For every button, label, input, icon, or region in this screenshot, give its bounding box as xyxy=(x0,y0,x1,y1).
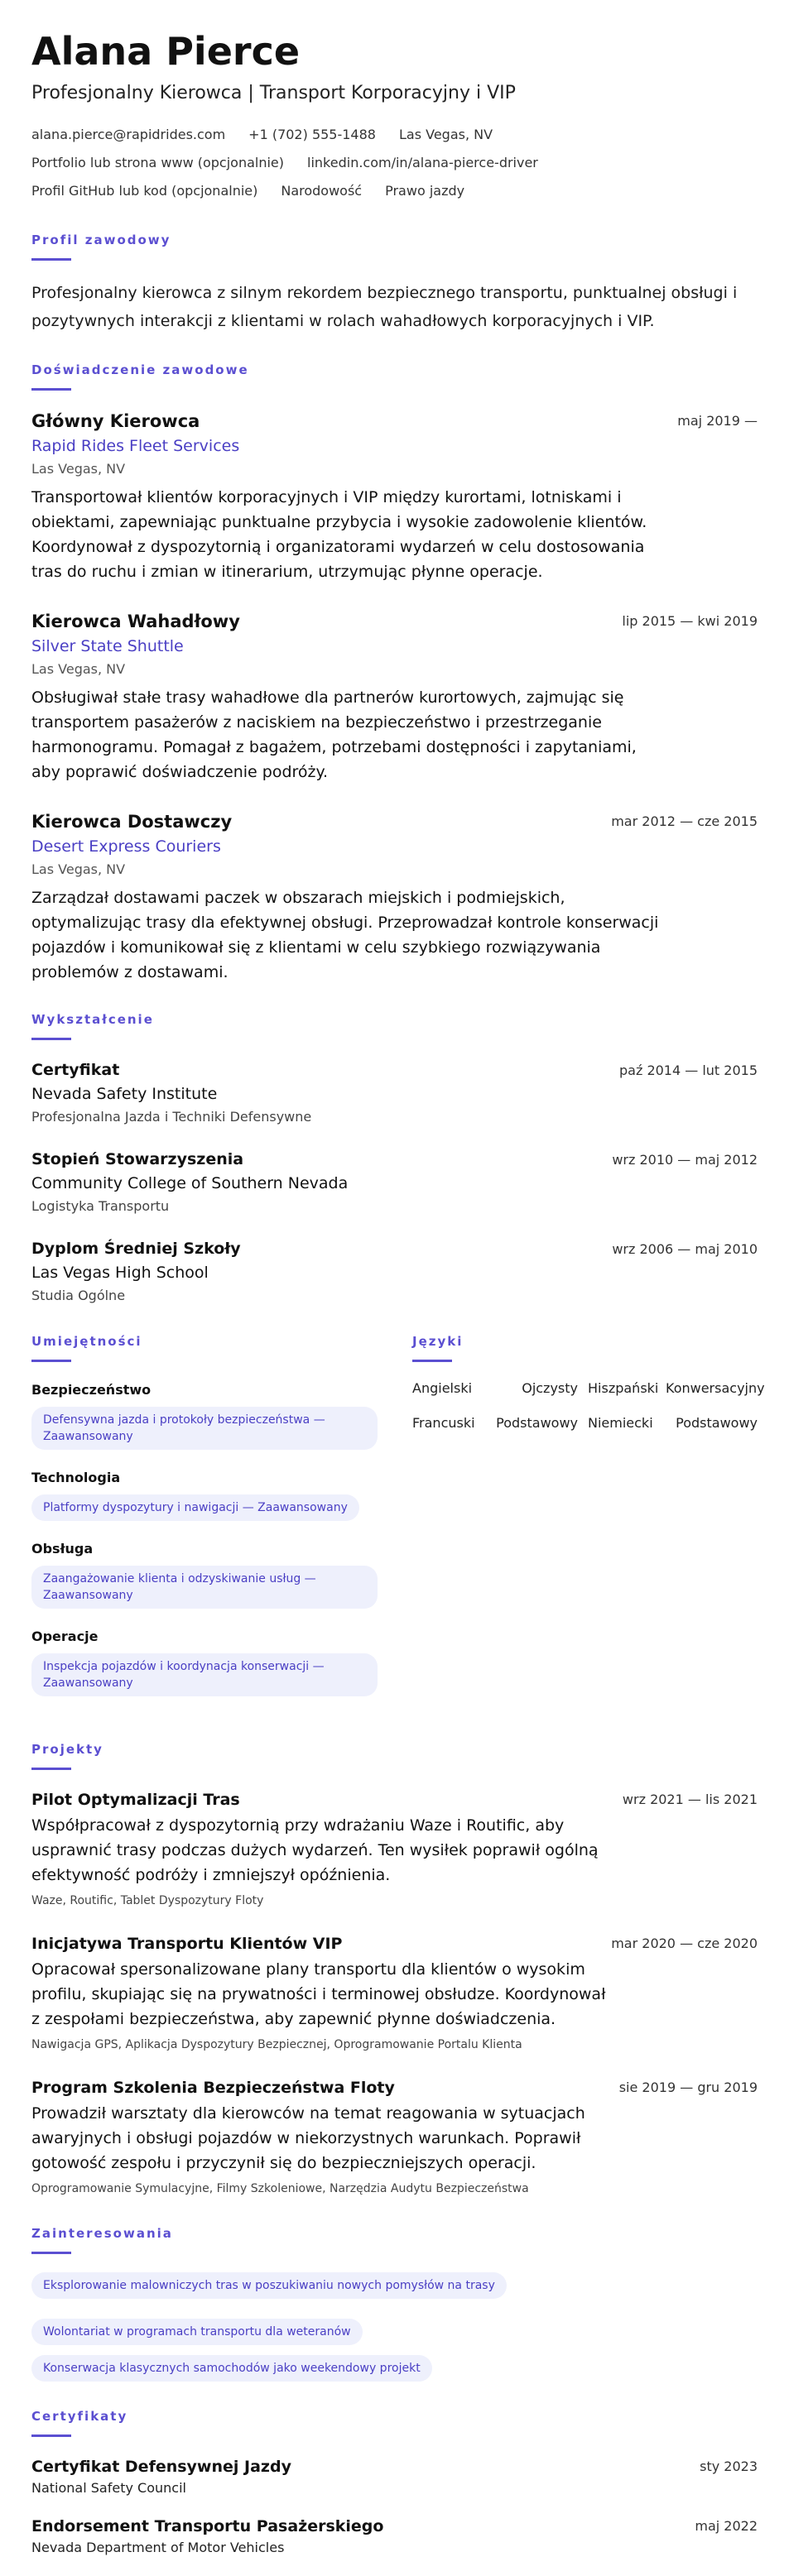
language-level: Podstawowy xyxy=(496,1415,578,1431)
section-title: Projekty xyxy=(31,1742,103,1757)
certificate-entry xyxy=(31,2455,758,2498)
section-divider xyxy=(31,1768,71,1770)
profile-summary: Profesjonalny kierowca z silnym rekordem bezpiecznego transportu, punktualnej obsługi i pozytywnych interakcji z klientami w rolach wahadłowych korporacyjnych i VIP. xyxy=(31,284,738,330)
section-title: Profil zawodowy xyxy=(31,233,171,247)
language-name: Hiszpański xyxy=(588,1380,659,1396)
language-level: Podstawowy xyxy=(676,1415,758,1431)
language-name: Angielski xyxy=(412,1380,473,1396)
skill-group xyxy=(31,1380,378,1450)
project-name: Pilot Optymalizacji Tras xyxy=(31,1791,240,1809)
language-level: Konwersacyjny xyxy=(666,1380,765,1396)
education-section xyxy=(31,1010,758,1307)
skill-tag: Platformy dyspozytury i nawigacji — Zaawansowany xyxy=(31,1494,359,1521)
language-name: Francuski xyxy=(412,1415,475,1431)
candidate-subtitle: Profesjonalny Kierowca | Transport Korporacyjny i VIP xyxy=(31,83,516,103)
interest-tag: Eksplorowanie malowniczych tras w poszukiwaniu nowych pomysłów na trasy xyxy=(31,2272,507,2299)
skill-group-name: Operacje xyxy=(31,1629,99,1644)
certificate-date: sty 2023 xyxy=(700,2458,758,2474)
education-degree: Dyplom Średniej Szkoły xyxy=(31,1240,241,1258)
section-title: Umiejętności xyxy=(31,1334,142,1349)
skill-group xyxy=(31,1468,378,1521)
resume-header xyxy=(31,28,758,205)
job-location: Las Vegas, NV xyxy=(31,861,126,877)
skill-tag: Zaangażowanie klienta i odzyskiwanie usług — Zaawansowany xyxy=(31,1566,378,1609)
skills-languages-row xyxy=(31,1331,765,1715)
contact-phone[interactable]: +1 (702) 555-1488 xyxy=(248,127,376,142)
job-date: mar 2012 — cze 2015 xyxy=(611,813,758,829)
section-title: Doświadczenie zawodowe xyxy=(31,362,249,377)
skill-tag: Inspekcja pojazdów i koordynacja konserwacji — Zaawansowany xyxy=(31,1653,378,1696)
project-description: Opracował spersonalizowane plany transportu dla klientów o wysokim profilu, skupiając się na prywatności i terminowej obsłudze. Koordynował z zespołami bezpieczeństwa, aby zapewnić płynne doświadczenia. xyxy=(31,1960,606,2028)
project-technologies: Nawigacja GPS, Aplikacja Dyspozytury Bezpiecznej, Oprogramowanie Portalu Klienta xyxy=(31,2038,522,2051)
certificates-section xyxy=(31,2406,758,2558)
job-description: Transportował klientów korporacyjnych i VIP między kurortami, lotniskami i obiektami, zapewniając punktualne przybycia i wysokie zadowolenie klientów. Koordynował z dyspozytornią i organizatorami wydarzeń w celu dostosowania tras do ruchu i zmian w itinerarium, utrzymując płynne operacje. xyxy=(31,488,647,581)
project-date: sie 2019 — gru 2019 xyxy=(618,2080,758,2095)
project-technologies: Waze, Routific, Tablet Dyspozytury Floty xyxy=(31,1894,264,1907)
contact-location: Las Vegas, NV xyxy=(398,127,493,142)
education-field: Studia Ogólne xyxy=(31,1288,126,1303)
job-entry xyxy=(31,609,758,784)
education-degree: Stopień Stowarzyszenia xyxy=(31,1150,244,1168)
job-entry xyxy=(31,409,758,584)
job-location: Las Vegas, NV xyxy=(31,461,126,477)
skill-group xyxy=(31,1627,378,1696)
section-divider xyxy=(412,1360,452,1362)
certificate-date: maj 2022 xyxy=(695,2518,758,2534)
education-field: Logistyka Transportu xyxy=(31,1198,170,1214)
section-divider xyxy=(31,388,71,391)
section-divider xyxy=(31,1360,71,1362)
section-divider xyxy=(31,2434,71,2437)
job-company: Desert Express Couriers xyxy=(31,837,221,856)
interest-tag: Wolontariat w programach transportu dla weteranów xyxy=(31,2319,363,2345)
language-level: Ojczysty xyxy=(522,1380,578,1396)
section-divider xyxy=(31,258,71,261)
certificate-issuer: Nevada Department of Motor Vehicles xyxy=(31,2540,285,2555)
job-company: Rapid Rides Fleet Services xyxy=(31,437,240,455)
skill-group xyxy=(31,1539,378,1609)
project-technologies: Oprogramowanie Symulacyjne, Filmy Szkoleniowe, Narzędzia Audytu Bezpieczeństwa xyxy=(31,2182,529,2195)
languages-section xyxy=(412,1331,765,1715)
project-description: Współpracował z dyspozytornią przy wdrażaniu Waze i Routific, aby usprawnić trasy podczas dużych wydarzeń. Ten wysiłek poprawił ogólną efektywność podróży i zmniejszył opóźnienia. xyxy=(31,1816,599,1884)
language-name: Niemiecki xyxy=(588,1415,653,1431)
education-school: Las Vegas High School xyxy=(31,1264,209,1282)
skill-group-name: Obsługa xyxy=(31,1541,94,1557)
education-school: Community College of Southern Nevada xyxy=(31,1174,349,1192)
contact-portfolio[interactable]: Portfolio lub strona www (opcjonalnie) xyxy=(31,155,285,170)
section-divider xyxy=(31,1038,71,1040)
interests-section xyxy=(31,2223,758,2382)
experience-section xyxy=(31,360,758,985)
skill-tag: Defensywna jazda i protokoły bezpieczeństwa — Zaawansowany xyxy=(31,1407,378,1450)
contact-github[interactable]: Profil GitHub lub kod (opcjonalnie) xyxy=(31,183,258,199)
section-divider xyxy=(31,2252,71,2254)
candidate-name: Alana Pierce xyxy=(31,29,301,74)
education-field: Profesjonalna Jazda i Techniki Defensywne xyxy=(31,1109,312,1125)
section-title: Języki xyxy=(412,1334,464,1349)
certificate-entry xyxy=(31,2515,758,2558)
education-entry xyxy=(31,1058,758,1128)
education-entry xyxy=(31,1148,758,1217)
projects-section xyxy=(31,1739,758,2199)
education-degree: Certyfikat xyxy=(31,1061,120,1079)
contact-row xyxy=(31,121,758,149)
project-entry xyxy=(31,2076,758,2199)
contact-nationality: Narodowość xyxy=(281,183,363,199)
job-date: maj 2019 — xyxy=(677,413,758,429)
skills-section xyxy=(31,1331,378,1715)
job-location: Las Vegas, NV xyxy=(31,661,126,677)
skill-group-name: Bezpieczeństwo xyxy=(31,1382,152,1398)
project-description: Prowadził warsztaty dla kierowców na temat reagowania w sytuacjach awaryjnych i obsługi pojazdów w niekorzystnych warunkach. Poprawił gotowość zespołu i przyczynił się do bezpieczniejszych operacji. xyxy=(31,2104,585,2172)
project-entry xyxy=(31,1788,758,1911)
section-title: Wykształcenie xyxy=(31,1012,154,1027)
job-entry xyxy=(31,809,758,985)
section-title: Certyfikaty xyxy=(31,2409,128,2424)
section-title: Zainteresowania xyxy=(31,2226,173,2241)
contact-linkedin[interactable]: linkedin.com/in/alana-pierce-driver xyxy=(307,155,538,170)
profile-section xyxy=(31,230,758,335)
project-date: wrz 2021 — lis 2021 xyxy=(622,1792,758,1807)
skill-group-name: Technologia xyxy=(31,1470,121,1485)
education-date: wrz 2006 — maj 2010 xyxy=(612,1241,758,1257)
interest-tag: Konserwacja klasycznych samochodów jako weekendowy projekt xyxy=(31,2355,432,2382)
interests-list xyxy=(31,2272,758,2382)
job-date: lip 2015 — kwi 2019 xyxy=(622,613,758,629)
certificate-issuer: National Safety Council xyxy=(31,2480,186,2496)
project-name: Program Szkolenia Bezpieczeństwa Floty xyxy=(31,2079,395,2097)
education-entry xyxy=(31,1237,758,1307)
job-title: Kierowca Dostawczy xyxy=(31,812,233,832)
contact-row xyxy=(31,177,758,205)
project-entry xyxy=(31,1932,758,2055)
contact-driving-license: Prawo jazdy xyxy=(385,183,465,199)
contact-email[interactable]: alana.pierce@rapidrides.com xyxy=(31,127,226,142)
languages-grid xyxy=(412,1380,765,1432)
education-date: paź 2014 — lut 2015 xyxy=(619,1063,758,1078)
job-description: Obsługiwał stałe trasy wahadłowe dla partnerów kurortowych, zajmując się transportem pasażerów z naciskiem na bezpieczeństwo i przestrzeganie harmonogramu. Pomagał z bagażem, potrzebami dostępności i zapytaniami, aby poprawić doświadczenie podróży. xyxy=(31,688,637,781)
education-school: Nevada Safety Institute xyxy=(31,1085,218,1103)
certificate-name: Endorsement Transportu Pasażerskiego xyxy=(31,2517,384,2535)
education-date: wrz 2010 — maj 2012 xyxy=(612,1152,758,1168)
job-company: Silver State Shuttle xyxy=(31,637,184,655)
certificate-name: Certyfikat Defensywnej Jazdy xyxy=(31,2458,291,2476)
project-date: mar 2020 — cze 2020 xyxy=(611,1936,758,1951)
job-title: Kierowca Wahadłowy xyxy=(31,612,240,631)
contact-row xyxy=(31,149,758,177)
job-description: Zarządzał dostawami paczek w obszarach miejskich i podmiejskich, optymalizując trasy dla efektywnej obsługi. Przeprowadzał kontrole konserwacji pojazdów i komunikował się z klientami w celu szybkiego rozwiązywania problemów z dostawami. xyxy=(31,889,659,981)
job-title: Główny Kierowca xyxy=(31,411,200,431)
project-name: Inicjatywa Transportu Klientów VIP xyxy=(31,1935,343,1953)
